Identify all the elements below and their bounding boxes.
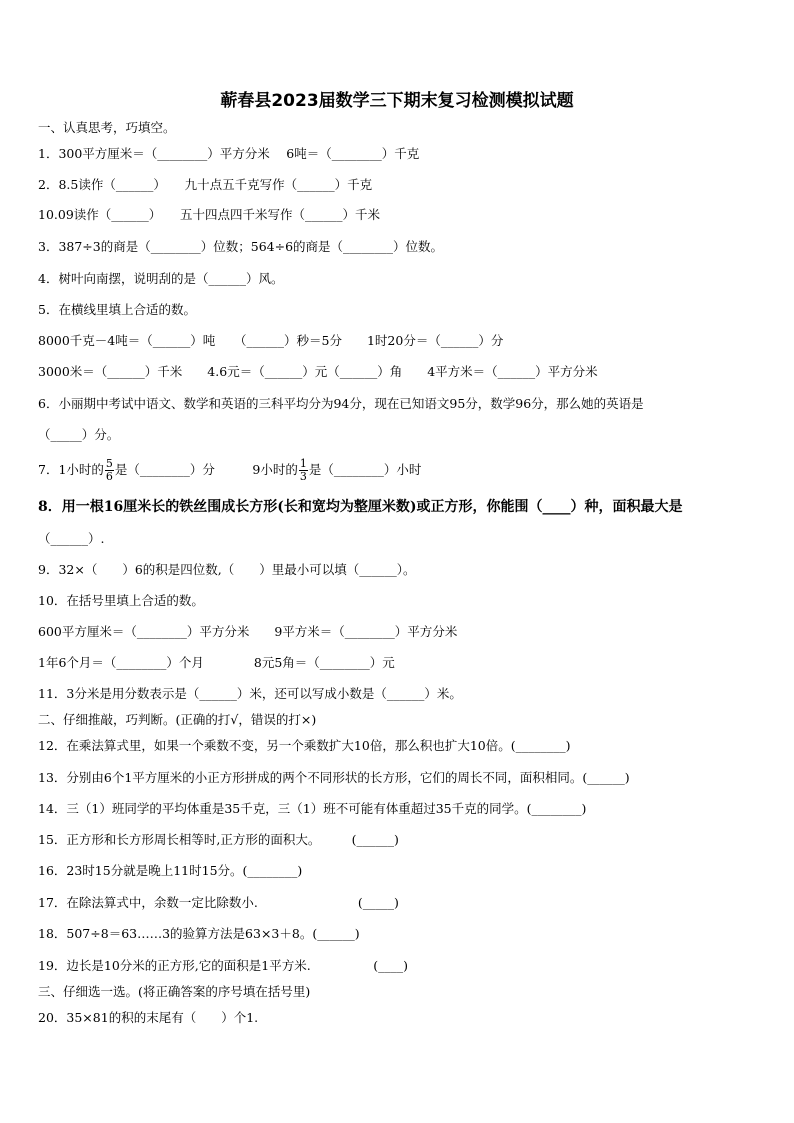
question-15: 15．正方形和长方形周长相等时,正方形的面积大。 (______) (38, 832, 399, 847)
question-2b: 10.09读作（______） 五十四点四千米写作（______）千米 (38, 207, 381, 222)
question-10a: 600平方厘米＝（________）平方分米 9平方米＝（________）平方分米 (38, 624, 458, 639)
question-5: 5．在横线里填上合适的数。 (38, 302, 196, 317)
question-5b: 3000米＝（______）千米 4.6元＝（______）元（______）角 4平方米＝（______）平方分米 (38, 364, 598, 379)
question-8a: 8．用一根16厘米长的铁丝围成长方形(长和宽均为整厘米数)或正方形，你能围（____）种，面积最大是 (38, 499, 683, 515)
question-3: 3．387÷3的商是（________）位数；564÷6的商是（________）位数。 (38, 239, 444, 254)
question-1: 1．300平方厘米＝（________）平方分米 6吨＝（________）千克 (38, 146, 420, 161)
question-2a: 2．8.5读作（______） 九十点五千克写作（______）千克 (38, 177, 373, 192)
question-14: 14．三（1）班同学的平均体重是35千克，三（1）班不可能有体重超过35千克的同学。(________) (38, 801, 587, 816)
question-10: 10．在括号里填上合适的数。 (38, 593, 204, 608)
fraction-1-numerator: 5 (105, 457, 113, 470)
question-11: 11．3分米是用分数表示是（______）米，还可以写成小数是（______）米。 (38, 686, 462, 701)
section-3-heading: 三、仔细选一选。(将正确答案的序号填在括号里) (38, 984, 311, 999)
fraction-one-third (299, 458, 308, 483)
question-7 (38, 455, 421, 485)
question-8b: （______）. (38, 531, 105, 546)
question-13: 13．分别由6个1平方厘米的小正方形拼成的两个不同形状的长方形，它们的周长不同，面积相同。(______) (38, 770, 630, 785)
fraction-1-denominator: 6 (105, 470, 113, 483)
question-10b: 1年6个月＝（________）个月 8元5角＝（________）元 (38, 655, 395, 670)
question-6a: 6．小丽期中考试中语文、数学和英语的三科平均分为94分，现在已知语文95分，数学96分，那么她的英语是 (38, 396, 644, 411)
fraction-2-denominator: 3 (299, 470, 307, 483)
fraction-2-numerator: 1 (299, 457, 307, 470)
question-6b: （_____）分。 (38, 427, 120, 442)
section-2-heading: 二、仔细推敲，巧判断。(正确的打√，错误的打×) (38, 712, 317, 727)
question-7-part-3: 是（________）小时 (308, 462, 422, 477)
page-title: 蕲春县2023届数学三下期末复习检测模拟试题 (220, 91, 574, 111)
question-18: 18．507÷8＝63……3的验算方法是63×3＋8。(______) (38, 926, 360, 941)
question-7-part-1: 7．1小时的 (38, 462, 104, 477)
question-16: 16．23时15分就是晚上11时15分。(________) (38, 863, 303, 878)
question-7-part-2: 是（________）分 9小时的 (114, 462, 298, 477)
question-19: 19．边长是10分米的正方形,它的面积是1平方米. (____) (38, 958, 408, 973)
fraction-five-sixths (105, 458, 114, 483)
section-1-heading: 一、认真思考，巧填空。 (38, 120, 176, 135)
question-20: 20．35×81的积的末尾有（ ）个1. (38, 1010, 259, 1025)
question-5a: 8000千克－4吨＝（______）吨 （______）秒＝5分 1时20分＝（______）分 (38, 333, 504, 348)
question-17: 17．在除法算式中，余数一定比除数小. (_____) (38, 895, 399, 910)
question-4: 4．树叶向南摆，说明刮的是（______）风。 (38, 271, 284, 286)
question-12: 12．在乘法算式里，如果一个乘数不变，另一个乘数扩大10倍，那么积也扩大10倍。(________) (38, 738, 571, 753)
question-9: 9．32×（ ）6的积是四位数,（ ）里最小可以填（______）。 (38, 562, 416, 577)
